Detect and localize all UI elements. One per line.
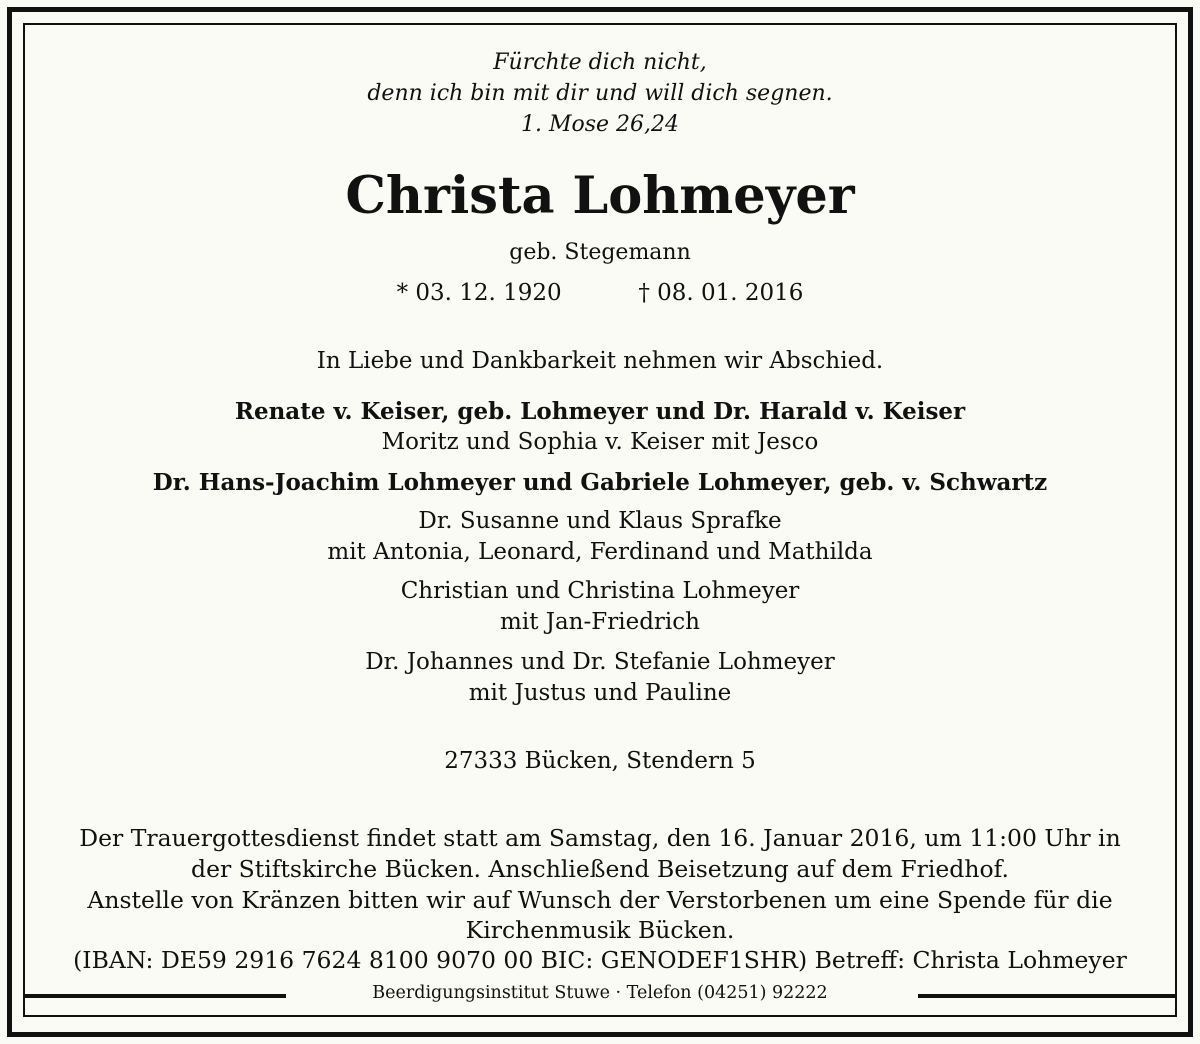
funeral-home-info	[0, 983, 1200, 1003]
mourner-line: Renate v. Keiser, geb. Lohmeyer und Dr. Harald v. Keiser	[234, 398, 966, 425]
service-line: Kirchenmusik Bücken.	[465, 916, 735, 944]
verse-reference: 1. Mose 26,24	[520, 112, 680, 137]
service-line: (IBAN: DE59 2916 7624 8100 9070 00 BIC: GENODEF1SHR) Betreff: Christa Lohmeyer	[73, 946, 1127, 974]
obituary-notice	[30, 30, 1170, 1015]
death-date: † 08. 01. 2016	[638, 280, 804, 306]
birth-date: * 03. 12. 1920	[396, 280, 562, 306]
farewell-text: In Liebe und Dankbarkeit nehmen wir Abschied.	[316, 348, 884, 374]
funeral-home-text: Beerdigungsinstitut Stuwe · Telefon (04251) 92222	[362, 983, 837, 1003]
mourner-line: Dr. Susanne und Klaus Sprafke	[418, 508, 782, 534]
mourner-line: mit Jan-Friedrich	[500, 609, 700, 635]
mourner-line: Moritz und Sophia v. Keiser mit Jesco	[381, 429, 819, 455]
mourner-line: mit Antonia, Leonard, Ferdinand und Mathilda	[327, 539, 873, 565]
address: 27333 Bücken, Stendern 5	[444, 748, 756, 774]
mourner-line: Dr. Johannes und Dr. Stefanie Lohmeyer	[365, 649, 835, 675]
verse-line-1: Fürchte dich nicht,	[493, 50, 707, 75]
mourner-line: Christian und Christina Lohmeyer	[400, 578, 800, 604]
mourner-line: mit Justus und Pauline	[468, 680, 732, 706]
service-line: der Stiftskirche Bücken. Anschließend Beisetzung auf dem Friedhof.	[191, 855, 1009, 883]
verse-line-2: denn ich bin mit dir und will dich segnen.	[367, 81, 833, 106]
mourner-line: Dr. Hans-Joachim Lohmeyer und Gabriele Lohmeyer, geb. v. Schwartz	[152, 469, 1048, 496]
footer	[0, 980, 1200, 1010]
life-dates	[30, 280, 1170, 306]
maiden-name: geb. Stegemann	[509, 240, 691, 265]
service-line: Anstelle von Kränzen bitten wir auf Wunsch der Verstorbenen um eine Spende für die	[87, 886, 1113, 914]
service-line: Der Trauergottesdienst findet statt am Samstag, den 16. Januar 2016, um 11:00 Uhr in	[79, 824, 1121, 852]
deceased-name: Christa Lohmeyer	[345, 166, 855, 226]
